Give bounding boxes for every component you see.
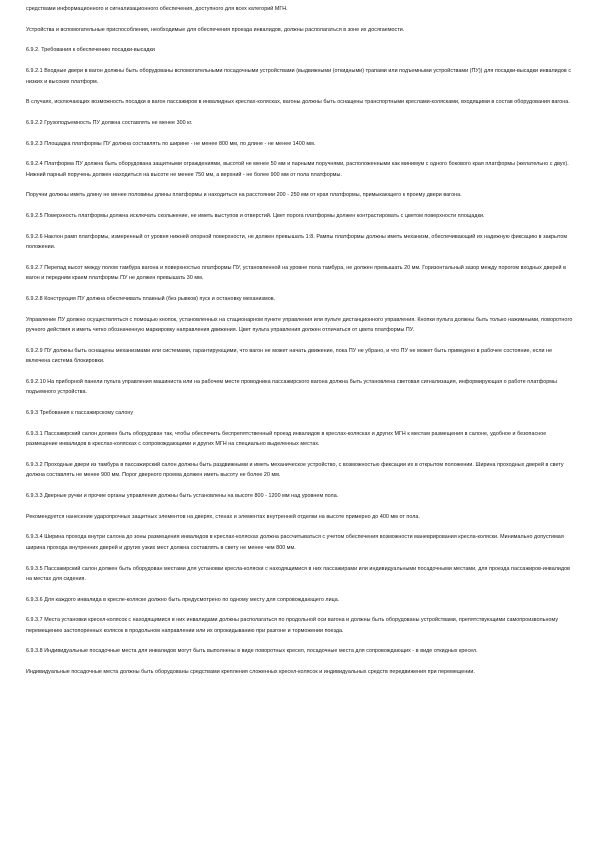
paragraph: 6.9.2.6 Наклон рамп платформы, измеренный от уровня нижней опорной поверхности, не должен превышать 1:8. Рампы платформы должны иметь механизм, обеспечивающий их надежную фиксацию в закрытом положении.: [26, 233, 568, 251]
paragraph: В случаях, исключающих возможность посадки в вагон пассажиров в инвалидных креслах-колясках, вагоны должны быть оснащены транспортными креслами-колясками, входящими в состав оборудования вагона.: [26, 99, 570, 106]
paragraph: 6.9.3.4 Ширина прохода внутри салона до зоны размещения инвалидов в креслах-колясках должна рассчитываться с учетом обеспечения возможности маневрирования кресла-коляски. Минимально допустимая ширина прохода внутренних дверей и других узких мест должна составлять в свету не менее чем 800 мм.: [26, 534, 564, 551]
paragraph: 6.9.3.3 Дверные ручки и прочие органы управления должны быть установлены на высоте 800 - 1200 мм над уровнем пола.: [26, 493, 339, 500]
paragraph: Поручни должны иметь длину не менее половины длины платформы и находиться на расстоянии 200 - 250 мм от края платформы, примыкающего к проему двери вагона.: [26, 192, 462, 199]
paragraph: 6.9.2.7 Перепад высот между полом тамбура вагона и поверхностью платформы ПУ, установленной на уровне пола тамбура, не должен превышать 20 мм. Горизонтальный зазор между порогом входных дверей в вагон и передним краем платформы ПУ не должен превышать 30 мм.: [26, 264, 566, 282]
paragraph: 6.9.2.3 Площадка платформы ПУ должна составлять по ширине - не менее 800 мм, по длине - не менее 1400 мм.: [26, 140, 316, 147]
paragraph: 6.9.2.4 Платформа ПУ должна быть оборудована защитными ограждениями, высотой не менее 50 мм и парными поручнями, расположенными как минимум с одного бокового края платформы (желательно с двух). Нижний парный поручень должен находиться на высоте не менее 750 мм, а верхний - не более 900 мм от пола платформы.: [26, 161, 569, 178]
paragraph: 6.9.3.5 Пассажирский салон должен быть оборудован местами для установки кресла-коляски с находящимися в них пассажирами или индивидуальными посадочными местами, для проезда пассажиров-инвалидов на местах для сидения.: [26, 565, 571, 582]
paragraph: 6.9.2.5 Поверхность платформы должна исключать скольжение, не иметь выступов и отверстий. Цвет порога платформы должен контрастировать с цветом поверхности площадки.: [26, 213, 485, 220]
paragraph: средствами информационного и сигнализационного обеспечения, доступного для всех категорий МГН.: [26, 6, 288, 12]
paragraph: 6.9.2.9 ПУ должны быть оснащены механизмами или системами, гарантирующими, что вагон не может начать движение, пока ПУ не убрано, и что ПУ не может быть приведено в рабочее состояние, если не включена система блокировки.: [26, 347, 553, 365]
paragraph: 6.9.3.6 Для каждого инвалида в кресле-коляске должно быть предусмотрено по одному месту для сопровождающего лица.: [26, 596, 340, 603]
paragraph: 6.9.3.8 Индивидуальные посадочные места для инвалидов могут быть выполнены в виде поворотных кресел, посадочные места для сопровождающих - в виде откидных кресел.: [26, 648, 478, 655]
section-heading: 6.9.3 Требования к пассажирскому салону: [26, 410, 134, 417]
paragraph: Индивидуальные посадочные места должны быть оборудованы средствами крепления сложенных кресел-колясок и индивидуальных средств передвижения при перемещении.: [26, 669, 475, 676]
paragraph: 6.9.2.8 Конструкция ПУ должна обеспечивать плавный (без рывков) пуск и остановку механизмов.: [26, 296, 276, 303]
paragraph: Управление ПУ должно осуществляться с помощью кнопок, установленных на стационарном пункте управления или пульте дистанционного управления. Кнопки пульта должны быть только нажимными, поворотного ручного действия и иметь четко обозначенную маркировку направления движения. Цвет пульта управления должен отличаться от цвета платформы ПУ.: [26, 316, 573, 334]
paragraph: 6.9.2.2 Грузоподъемность ПУ должна составлять не менее 300 кг.: [26, 119, 193, 126]
paragraph: 6.9.3.2 Проходные двери из тамбура в пассажирский салон должны быть раздвижными и иметь механическое устройство, с возможностью фиксации их в открытом положении. Ширина проходных дверей в свету должна составлять не менее 900 мм. Порог дверного проема должен иметь высоту не более 20 мм.: [26, 461, 564, 479]
section-heading: 6.9.2. Требования к обеспечению посадки-высадки: [26, 47, 155, 54]
paragraph: 6.9.3.1 Пассажирский салон должен быть оборудован так, чтобы обеспечить беспрепятственный проезд инвалидов в креслах-колясках и других МГН к местам размещения в салоне, удобное и безопасное размещение инвалидов в креслах-колясках с сопровождающими и других МГН на специально выделенных местах.: [26, 430, 547, 448]
document-page: [26, 4, 574, 688]
paragraph: 6.9.2.10 На приборной панели пульта управления машиниста или на рабочем месте проводника пассажирского вагона должна быть установлена световая сигнализация, информирующая о работе платформы подъемного устройства.: [26, 378, 557, 396]
paragraph: 6.9.3.7 Места установки кресел-колясок с находящимися в них инвалидами должны располагаться по продольной оси вагона и должны быть оборудованы устройствами, препятствующими самопроизвольному перемещению застопоренных колясок в продольном направлении или их опрокидыванию при разгоне и торможении поезда.: [26, 617, 559, 634]
paragraph: 6.9.2.1 Входные двери в вагон должны быть оборудованы вспомогательными посадочными устройствами (выдвижными (откидными) трапами или подъемными устройствами (ПУ)) для посадки-высадки инвалидов с низких и высоких платформ.: [26, 68, 572, 85]
paragraph: Рекомендуется нанесение ударопрочных защитных элементов на дверях, стенах и элементах внутренней отделки на высоте примерно до 400 мм от пола.: [26, 513, 420, 520]
paragraph: Устройства и вспомогательные приспособления, необходимые для обеспечения проезда инвалидов, должны располагаться в зоне их досягаемости.: [26, 26, 405, 33]
